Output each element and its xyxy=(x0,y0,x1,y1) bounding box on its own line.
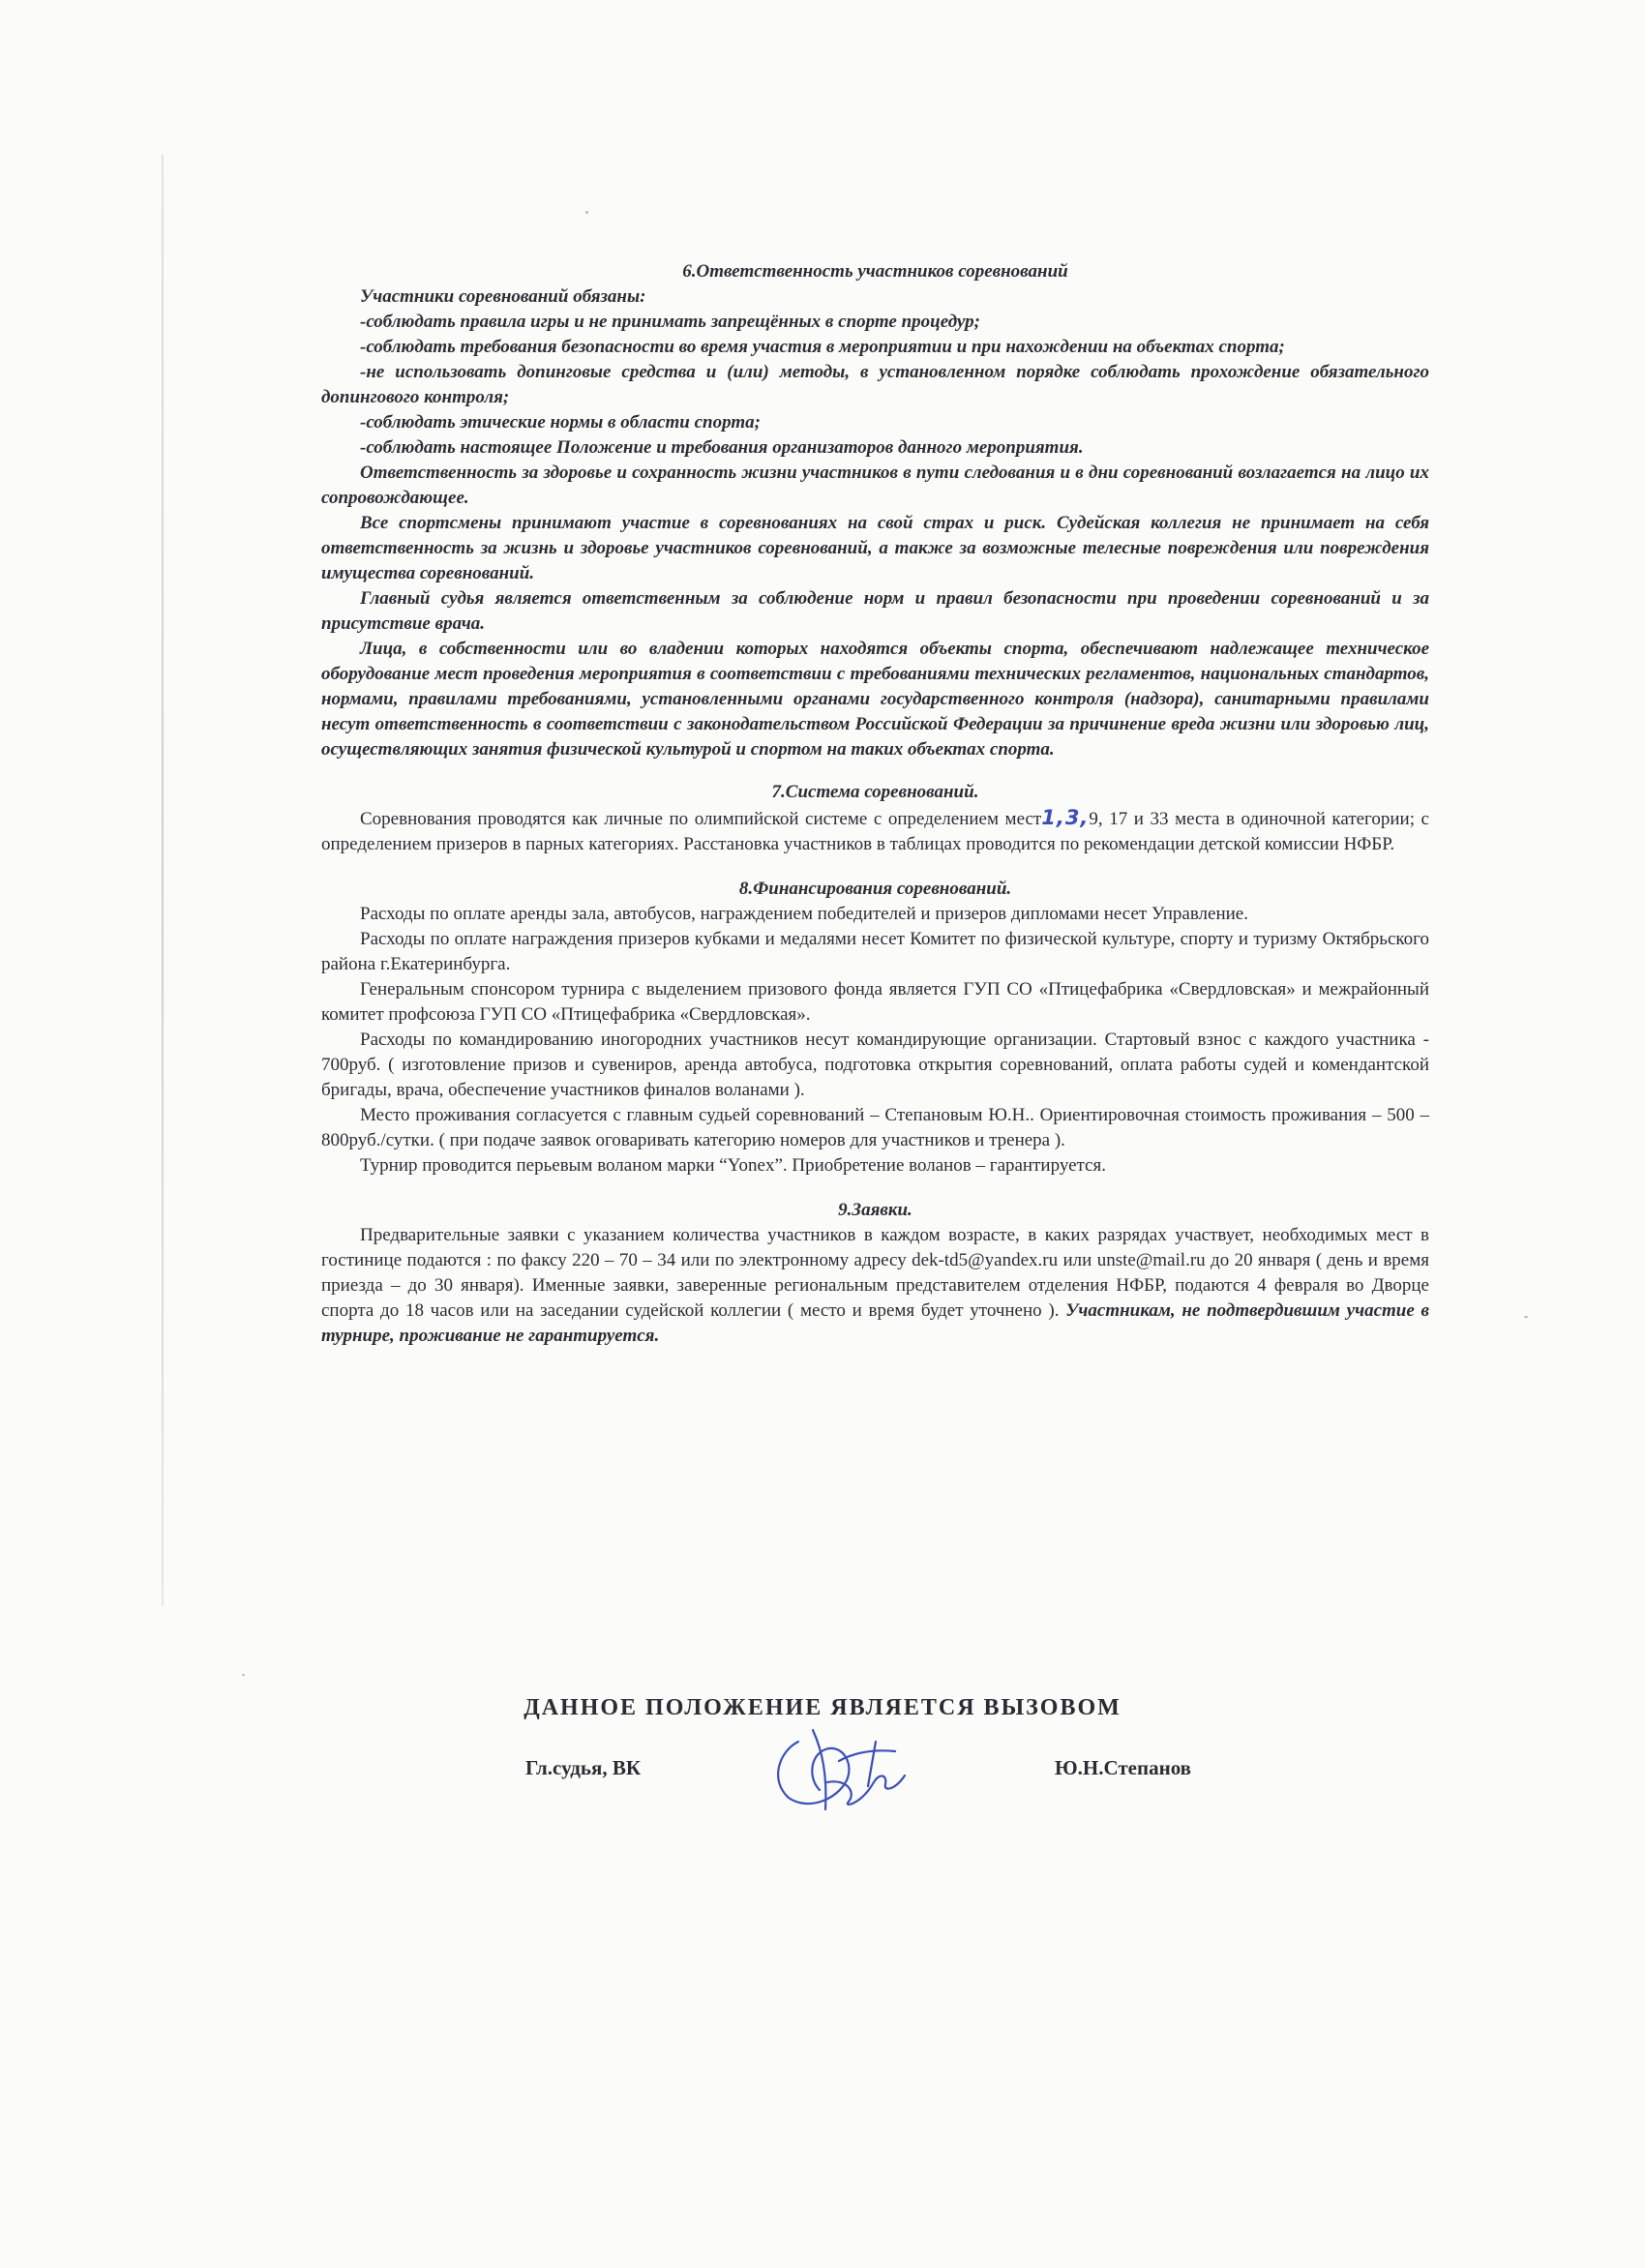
section-8-paragraph: Место проживания согласуется с главным судьей соревнований – Степановым Ю.Н.. Ориентировочная стоимость проживания – 500 – 800руб./сутки. ( при подаче заявок оговаривать категорию номеров для участников и тренера ). xyxy=(321,1105,1429,1150)
section-9-emphasis: Участникам, не подтвердившим участие в турнире, проживание не гарантируется. xyxy=(321,1300,1429,1346)
section-6-item: -соблюдать настоящее Положение и требования организаторов данного мероприятия. xyxy=(360,437,1084,458)
section-8-paragraph: Расходы по командированию иногородних участников несут командирующие организации. Стартовый взнос с каждого участника - 700руб. ( изготовление призов и сувениров, аренда автобуса, подготовка открытия соревнований, оплата работы судей и комендантской бригады, врача, обеспечение участников финалов воланами ). xyxy=(321,1030,1429,1100)
section-6-item: -соблюдать этические нормы в области спорта; xyxy=(360,412,761,433)
section-9-title: 9.Заявки. xyxy=(838,1200,912,1220)
section-8-paragraph: Расходы по оплате награждения призеров кубками и медалями несет Комитет по физической культуре, спорту и туризму Октябрьского района г.Екатеринбурга. xyxy=(321,929,1429,974)
section-6-intro: Участники соревнований обязаны: xyxy=(360,286,646,307)
section-8-paragraph: Турнир проводится перьевым воланом марки “Yonex”. Приобретение воланов – гарантируется. xyxy=(360,1155,1106,1176)
section-6-paragraph: Главный судья является ответственным за соблюдение норм и правил безопасности при проведении соревнований и за присутствие врача. xyxy=(321,588,1429,634)
section-8-paragraph: Генеральным спонсором турнира с выделением призового фонда является ГУП СО «Птицефабрика «Свердловская» и межрайонный комитет профсоюза ГУП СО «Птицефабрика «Свердловская». xyxy=(321,979,1429,1025)
closing-call xyxy=(0,1695,1645,1721)
section-9-text: Предварительные заявки с указанием количества участников в каждом возрасте, в каких разрядах участвует, необходимых мест в гостинице подаются : по факсу 220 – 70 – 34 или по электронному адресу dek-td5@yandex.ru или unste@mail.ru до 20 января ( день и время приезда – до 30 января). Именные заявки, заверенные региональным представителем отделения НФБР, подаются 4 февраля во Дворце спорта до 18 часов или на заседании судейской коллегии ( место и время будет уточнено ). xyxy=(321,1225,1429,1321)
section-6-content xyxy=(321,284,1429,762)
document-body xyxy=(321,259,1429,1349)
section-6-paragraph: Все спортсмены принимают участие в соревнованиях на свой страх и риск. Судейская коллегия не принимает на себя ответственность за жизнь и здоровье участников соревнований, а также за возможные телесные повреждения или повреждения имущества соревнований. xyxy=(321,513,1429,583)
scan-speck xyxy=(1524,1316,1528,1318)
section-8-title: 8.Финансирования соревнований. xyxy=(738,879,1012,899)
section-6-title: 6.Ответственность участников соревнований xyxy=(682,261,1068,282)
section-6-paragraph: Лица, в собственности или во владении которых находятся объекты спорта, обеспечивают надлежащее техническое оборудование мест проведения мероприятия в соответствии с требованиями технических регламентов, национальных стандартов, нормами, правилами требованиями, установленными органами государственного контроля (надзора), санитарными правилами несут ответственность в соответствии с законодательством Российской Федерации за причинение вреда жизни или здоровью лиц, осуществляющих занятия физической культурой и спортом на таких объектах спорта. xyxy=(321,639,1429,760)
section-6-item: -не использовать допинговые средства и (или) методы, в установленном порядке соблюдать прохождение обязательного допингового контроля; xyxy=(321,362,1429,407)
section-7-paragraph xyxy=(321,805,1429,857)
section-7-text-after: 9, 17 и 33 места в одиночной категории; с определением призеров в парных категориях. Расстановка участников в таблицах проводится по рекомендации детской комиссии НФБР. xyxy=(321,809,1429,854)
handwritten-insert: 1,3, xyxy=(1041,806,1090,829)
section-6-paragraph: Ответственность за здоровье и сохранность жизни участников в пути следования и в дни соревнований возлагается на лицо их сопровождающее. xyxy=(321,463,1429,508)
scan-speck xyxy=(585,211,588,214)
section-9-paragraph xyxy=(321,1223,1429,1349)
scan-edge-shadow xyxy=(162,155,164,1606)
closing-call-text: ДАННОЕ ПОЛОЖЕНИЕ ЯВЛЯЕТСЯ ВЫЗОВОМ xyxy=(523,1695,1122,1720)
section-8-paragraph: Расходы по оплате аренды зала, автобусов, награждением победителей и призеров дипломами несет Управление. xyxy=(360,904,1248,924)
section-7-text-before: Соревнования проводятся как личные по олимпийской системе с определением мест xyxy=(360,809,1042,829)
section-7-title: 7.Система соревнований. xyxy=(771,782,979,802)
judge-role: Гл.судья, ВК xyxy=(525,1756,642,1779)
section-6-item: -соблюдать требования безопасности во время участия в мероприятии и при нахождении на объектах спорта; xyxy=(360,337,1285,357)
section-6-item: -соблюдать правила игры и не принимать запрещённых в спорте процедур; xyxy=(360,312,980,332)
signature-icon xyxy=(760,1722,929,1814)
judge-name: Ю.Н.Степанов xyxy=(1055,1756,1192,1779)
scan-speck xyxy=(242,1674,245,1676)
